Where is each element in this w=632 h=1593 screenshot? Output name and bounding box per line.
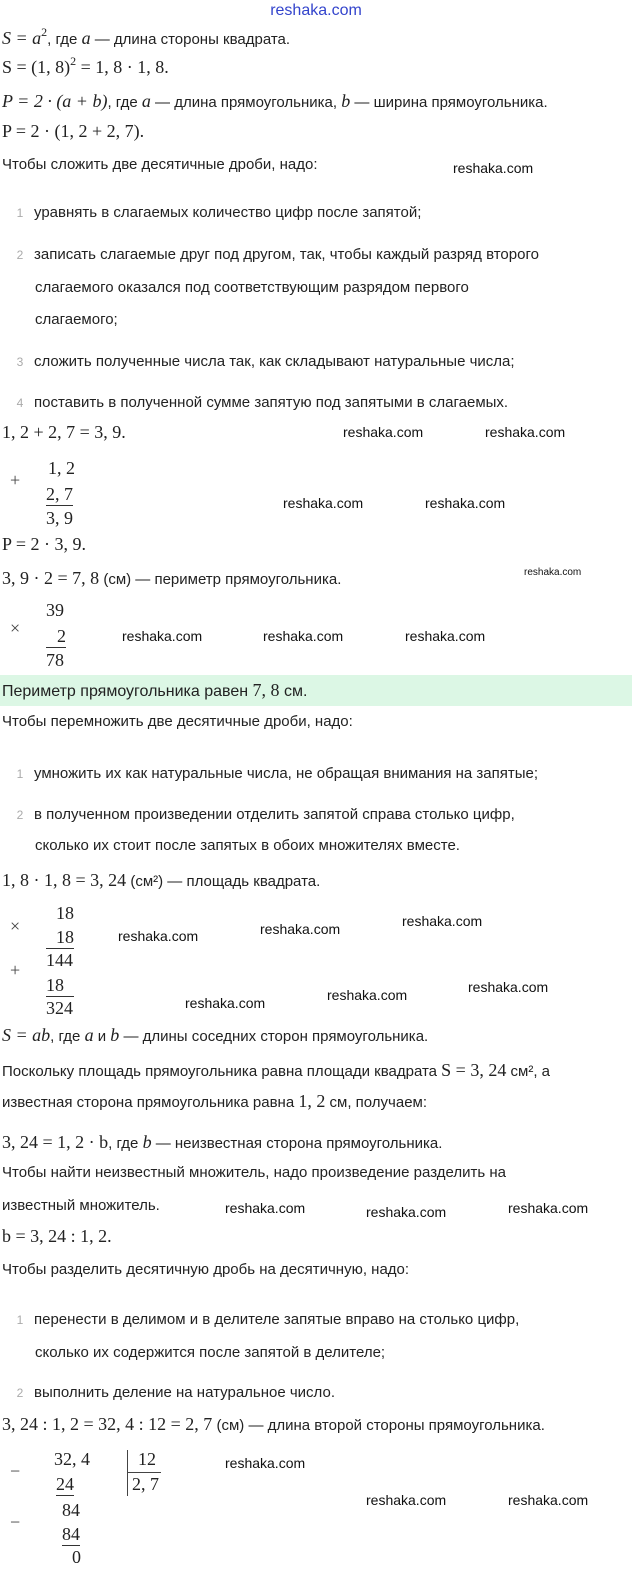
- sum: 3, 9: [46, 508, 73, 528]
- watermark: reshaka.com: [508, 1200, 589, 1216]
- mul-rule-2-cont: сколько их стоит после запятых в обоих множителях вместе.: [35, 837, 460, 854]
- quotient: 2, 7: [132, 1474, 159, 1494]
- partial-product-2: 18: [46, 974, 74, 997]
- square-area-calc: S = (1, 8)$^2$ = 1, 8 · 1, 8.: [2, 54, 169, 77]
- watermark: reshaka.com: [366, 1492, 447, 1508]
- times-sign: ×: [10, 916, 21, 936]
- watermark: reshaka.com: [263, 628, 344, 644]
- formula-square-area: $S = a^2$, где a — длина стороны квадрата.: [2, 25, 291, 48]
- add-rule-3: 3 сложить полученные числа так, как складывают натуральные числа;: [16, 353, 515, 370]
- watermark: reshaka.com: [366, 1204, 447, 1220]
- area-result: 1, 8 · 1, 8 = 3, 24 (см²) — площадь квадрата.: [2, 870, 321, 890]
- watermark: reshaka.com: [453, 160, 534, 176]
- second-side-result: 3, 24 : 1, 2 = 32, 4 : 12 = 2, 7 (см) — длина второй стороны прямоугольника.: [2, 1414, 545, 1434]
- partial-product-1: 144: [46, 950, 73, 970]
- formula-rect-area: S = ab, где a и b — длины соседних сторон прямоугольника.: [2, 1025, 429, 1045]
- watermark: reshaka.com: [524, 567, 582, 578]
- factor-1: 39: [46, 600, 64, 620]
- div-rule-2: 2 выполнить деление на натуральное число.: [16, 1384, 335, 1401]
- subtrahend-1: 24: [56, 1474, 74, 1494]
- plus-sign: +: [10, 470, 21, 490]
- sum-calc: 1, 2 + 2, 7 = 3, 9.: [2, 422, 126, 442]
- remainder-1: 84: [62, 1500, 80, 1520]
- watermark: reshaka.com: [225, 1200, 306, 1216]
- product: 78: [46, 650, 64, 670]
- perimeter-result: 3, 9 · 2 = 7, 8 (см) — периметр прямоугольника.: [2, 568, 342, 588]
- add-rule-4: 4 поставить в полученной сумме запятую под запятыми в слагаемых.: [16, 394, 509, 411]
- addend-1: 1, 2: [48, 458, 75, 478]
- factor-2: 2: [46, 625, 66, 648]
- add-rules-intro: Чтобы сложить две десятичные дроби, надо:: [2, 156, 318, 173]
- div-rule-1-cont: сколько их содержится после запятой в делителе;: [35, 1344, 386, 1361]
- divisor: 12: [138, 1449, 156, 1469]
- watermark: reshaka.com: [118, 928, 199, 944]
- add-rule-1: 1 уравнять в слагаемых количество цифр после запятой;: [16, 204, 422, 221]
- minus-sign: −: [10, 1461, 21, 1481]
- plus-sign: +: [10, 960, 21, 980]
- factor-rule: Чтобы найти неизвестный множитель, надо произведение разделить на: [2, 1164, 506, 1181]
- watermark: reshaka.com: [405, 628, 486, 644]
- watermark: reshaka.com: [122, 628, 203, 644]
- remainder-final: 0: [72, 1547, 81, 1567]
- add-rule-2: 2 записать слагаемые друг под другом, так, чтобы каждый разряд второго: [16, 246, 539, 263]
- watermark: reshaka.com: [485, 424, 566, 440]
- watermark: reshaka.com: [343, 424, 424, 440]
- factor-2: 18: [46, 926, 74, 949]
- equation-b: 3, 24 = 1, 2 · b, где b — неизвестная сторона прямоугольника.: [2, 1132, 443, 1152]
- div-rule-1: 1 перенести в делимом и в делителе запятые вправо на столько цифр,: [16, 1311, 520, 1328]
- minus-sign: −: [10, 1512, 21, 1532]
- reasoning-line-2: известная сторона прямоугольника равна 1, 2 см, получаем:: [2, 1091, 428, 1111]
- factor-1: 18: [56, 903, 74, 923]
- add-rule-2-cont: слагаемого оказался под соответствующим разрядом первого: [35, 279, 469, 296]
- reasoning-line-1: Поскольку площадь прямоугольника равна площади квадрата S = 3, 24 см², а: [2, 1060, 550, 1080]
- perimeter-step: P = 2 · 3, 9.: [2, 534, 86, 554]
- watermark: reshaka.com: [327, 987, 408, 1003]
- mul-rules-intro: Чтобы перемножить две десятичные дроби, надо:: [2, 713, 353, 730]
- dividend: 32, 4: [54, 1449, 90, 1469]
- subtrahend-2: 84: [62, 1524, 80, 1544]
- addend-2: 2, 7: [46, 484, 73, 504]
- factor-rule-cont: известный множитель.: [2, 1197, 160, 1214]
- perimeter-calc: P = 2 · (1, 2 + 2, 7).: [2, 121, 145, 141]
- watermark: reshaka.com: [283, 495, 364, 511]
- watermark: reshaka.com: [185, 995, 266, 1011]
- watermark: reshaka.com: [468, 979, 549, 995]
- formula-perimeter: P = 2 · (a + b), где a — длина прямоугольника, b — ширина прямоугольника.: [2, 91, 548, 111]
- add-rule-2-cont2: слагаемого;: [35, 311, 118, 328]
- watermark: reshaka.com: [225, 1455, 306, 1471]
- product: 324: [46, 998, 73, 1018]
- site-header-link[interactable]: reshaka.com: [270, 2, 362, 19]
- mul-rule-1: 1 умножить их как натуральные числа, не обращая внимания на запятые;: [16, 765, 539, 782]
- mul-rule-2: 2 в полученном произведении отделить запятой справа столько цифр,: [16, 806, 515, 823]
- watermark: reshaka.com: [260, 921, 341, 937]
- times-sign: ×: [10, 618, 21, 638]
- watermark: reshaka.com: [402, 913, 483, 929]
- watermark: reshaka.com: [508, 1492, 589, 1508]
- watermark: reshaka.com: [425, 495, 506, 511]
- div-rules-intro: Чтобы разделить десятичную дробь на десятичную, надо:: [2, 1261, 410, 1278]
- division-bracket: [127, 1450, 128, 1496]
- answer-perimeter: Периметр прямоугольника равен 7, 8 см.: [2, 680, 308, 700]
- b-division: b = 3, 24 : 1, 2.: [2, 1226, 112, 1246]
